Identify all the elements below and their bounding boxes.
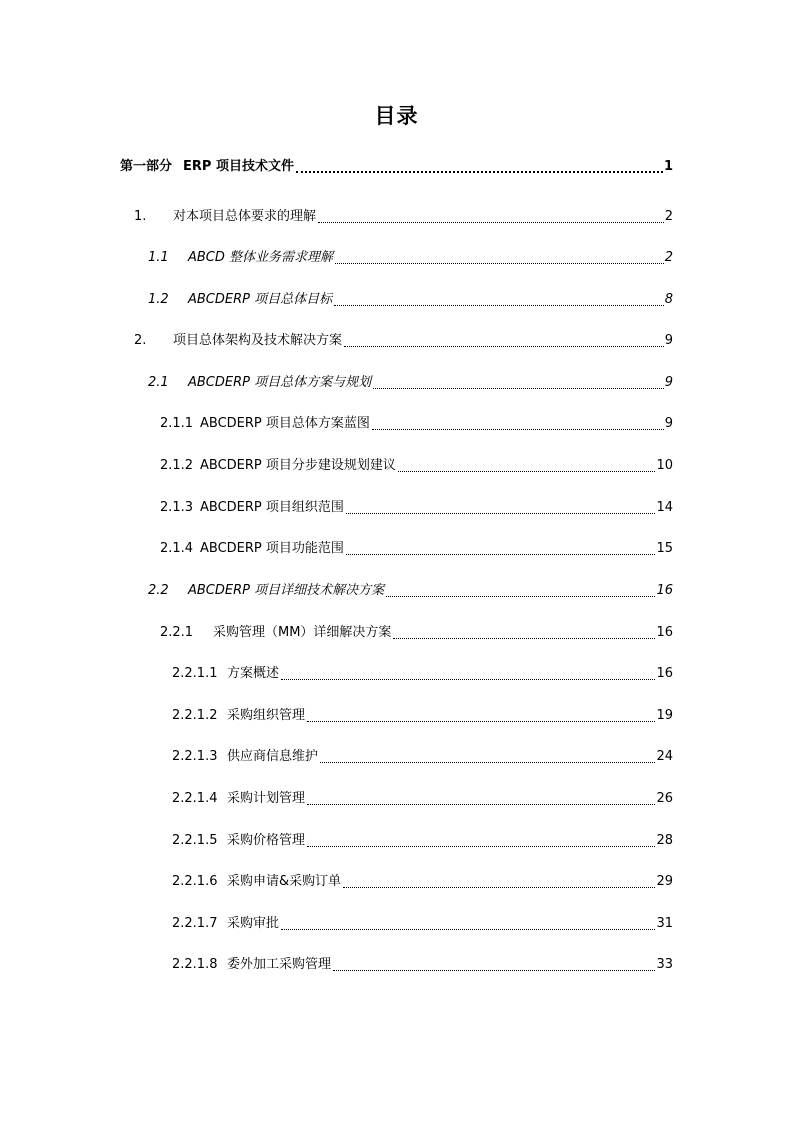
toc-entry-2-2-1-6[interactable] — [172, 872, 673, 892]
toc-entry-page: 24 — [656, 749, 673, 764]
toc-entry-label: ABCDERP 项目组织范围 — [200, 500, 344, 515]
toc-entry-1-2[interactable] — [148, 290, 673, 310]
toc-entry-label: 采购组织管理 — [227, 708, 306, 723]
toc-entry-2-1-4[interactable] — [160, 539, 673, 559]
toc-entry-page: 16 — [656, 625, 673, 640]
toc-leader-dots — [307, 720, 655, 722]
toc-entry-2-2-1-5[interactable] — [172, 831, 673, 851]
toc-leader-dots — [318, 221, 664, 223]
toc-entry-2-2-1-7[interactable] — [172, 914, 673, 934]
toc-entry-1-1[interactable] — [148, 248, 673, 268]
toc-entry-2-1-2[interactable] — [160, 456, 673, 476]
toc-entry-page: 14 — [656, 500, 673, 515]
toc-entry-label: ABCDERP 项目总体方案与规划 — [188, 375, 372, 390]
toc-entry-2-1-3[interactable] — [160, 498, 673, 518]
toc-entry-number: 1. — [134, 209, 147, 224]
toc-leader-dots — [346, 512, 656, 514]
toc-entry-page: 31 — [656, 916, 673, 931]
toc-leader-dots — [334, 304, 664, 306]
toc-entry-2-2-1-1[interactable] — [172, 664, 673, 684]
toc-entry-page: 26 — [656, 791, 673, 806]
toc-entry-2-2-1[interactable] — [160, 623, 673, 643]
toc-leader-dots — [344, 345, 664, 347]
toc-entry-number: 2.1.3 — [160, 500, 194, 515]
toc-entry-page: 15 — [656, 541, 673, 556]
toc-entry-label: 供应商信息维护 — [227, 749, 319, 764]
toc-entry-number: 2.2.1.2 — [172, 708, 218, 723]
toc-leader-dots — [320, 761, 655, 763]
toc-entry-number: 2.2.1.3 — [172, 749, 218, 764]
toc-entry-page: 16 — [656, 666, 673, 681]
toc-entry-label: 采购审批 — [227, 916, 280, 931]
toc-entry-number: 1.2 — [148, 292, 169, 307]
toc-entry-label: ABCDERP 项目总体方案蓝图 — [200, 416, 370, 431]
toc-entry-2-1[interactable] — [148, 373, 673, 393]
toc-entry-label: ABCDERP 项目功能范围 — [200, 541, 344, 556]
toc-entry-page: 1 — [663, 159, 673, 174]
toc-entry-label: 项目总体架构及技术解决方案 — [173, 333, 343, 348]
toc-entry-label: 方案概述 — [227, 666, 280, 681]
toc-entry-number: 2.2 — [148, 583, 169, 598]
toc-entry-label: ERP 项目技术文件 — [183, 159, 294, 174]
toc-entry-label: 采购申请&采购订单 — [227, 874, 342, 889]
toc-entry-number: 第一部分 — [120, 159, 173, 174]
toc-entry-2-2-1-4[interactable] — [172, 789, 673, 809]
toc-entry-1[interactable] — [134, 207, 673, 227]
toc-entry-page: 16 — [656, 583, 673, 598]
page-title: 目录 — [374, 104, 419, 128]
toc-entry-label: 对本项目总体要求的理解 — [173, 209, 317, 224]
toc-entry-page: 19 — [656, 708, 673, 723]
toc-entry-number: 2.1.4 — [160, 541, 194, 556]
toc-entry-part-1[interactable] — [120, 157, 673, 177]
toc-entry-page: 9 — [664, 333, 673, 348]
toc-leader-dots — [335, 262, 664, 264]
toc-leader-dots — [398, 470, 656, 472]
toc-entry-page: 8 — [664, 292, 673, 307]
toc-entry-2-2[interactable] — [148, 581, 673, 601]
toc-leader-dots — [372, 428, 664, 430]
toc-entry-label: ABCDERP 项目分步建设规划建议 — [200, 458, 396, 473]
toc-entry-label: 采购管理（MM）详细解决方案 — [213, 625, 392, 640]
toc-entry-number: 2.1 — [148, 375, 169, 390]
toc-entry-number: 2.2.1.4 — [172, 791, 218, 806]
toc-entry-number: 2.2.1.7 — [172, 916, 218, 931]
toc-leader-dots — [393, 637, 655, 639]
toc-entry-page: 28 — [656, 833, 673, 848]
toc-leader-dots — [307, 845, 655, 847]
toc-entry-number: 2.2.1.5 — [172, 833, 218, 848]
toc-entry-number: 2.1.2 — [160, 458, 194, 473]
toc-leader-dots — [333, 969, 655, 971]
toc-leader-dots — [386, 595, 655, 597]
toc-entry-label: 采购计划管理 — [227, 791, 306, 806]
toc-entry-label: ABCDERP 项目总体目标 — [188, 292, 333, 307]
toc-leader-dots — [343, 886, 655, 888]
toc-entry-number: 2.2.1.6 — [172, 874, 218, 889]
toc-entry-page: 2 — [664, 209, 673, 224]
toc-entry-page: 29 — [656, 874, 673, 889]
toc-entry-number: 1.1 — [148, 250, 169, 265]
toc-entry-number: 2. — [134, 333, 147, 348]
toc-entry-number: 2.2.1.1 — [172, 666, 218, 681]
toc-entry-label: 采购价格管理 — [227, 833, 306, 848]
toc-entry-2-2-1-8[interactable] — [172, 955, 673, 975]
toc-entry-page: 9 — [664, 375, 673, 390]
toc-entry-number: 2.2.1 — [160, 625, 194, 640]
toc-entry-page: 33 — [656, 957, 673, 972]
toc-leader-dots — [281, 928, 655, 930]
toc-entry-label: ABCD 整体业务需求理解 — [188, 250, 334, 265]
toc-entry-number: 2.1.1 — [160, 416, 194, 431]
toc-entry-2-2-1-2[interactable] — [172, 706, 673, 726]
toc-entry-page: 2 — [664, 250, 673, 265]
toc-entry-page: 9 — [664, 416, 673, 431]
toc-leader-dots — [296, 170, 663, 173]
toc-entry-label: 委外加工采购管理 — [227, 957, 332, 972]
toc-leader-dots — [307, 803, 655, 805]
toc-entry-2-1-1[interactable] — [160, 414, 673, 434]
toc-entry-2[interactable] — [134, 331, 673, 351]
toc-entry-2-2-1-3[interactable] — [172, 747, 673, 767]
toc-entry-page: 10 — [656, 458, 673, 473]
toc-leader-dots — [373, 387, 664, 389]
toc-leader-dots — [346, 553, 656, 555]
toc-leader-dots — [281, 678, 655, 680]
toc-entry-number: 2.2.1.8 — [172, 957, 218, 972]
toc-entry-label: ABCDERP 项目详细技术解决方案 — [188, 583, 385, 598]
